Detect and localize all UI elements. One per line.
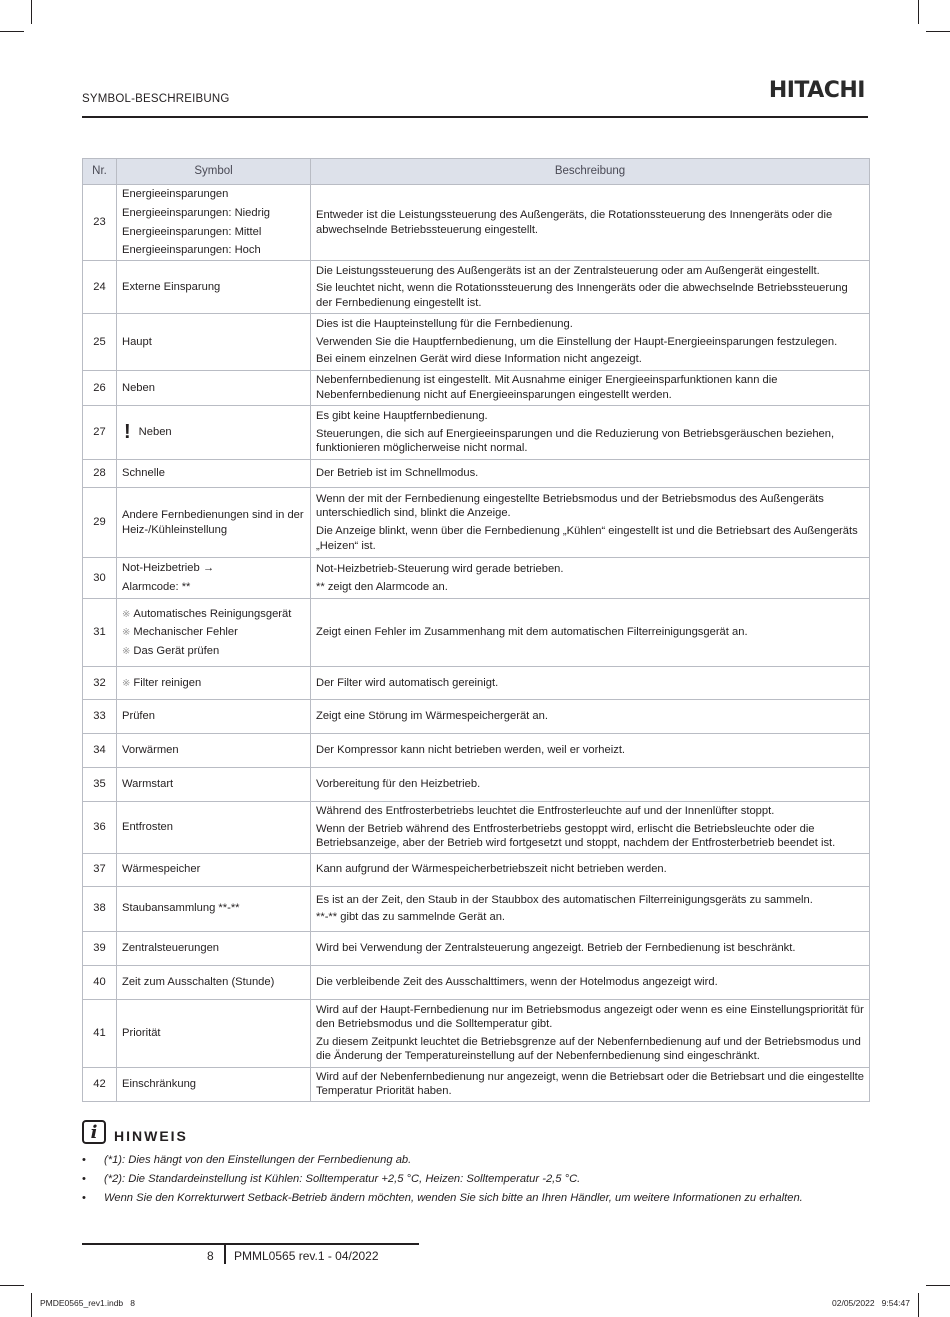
description-text: Kann aufgrund der Wärmespeicherbetriebszeit nicht betrieben werden. — [316, 863, 667, 876]
symbol-text: Mechanischer Fehler — [133, 626, 238, 639]
note-title: HINWEIS — [114, 1128, 188, 1144]
row-number: 26 — [83, 371, 117, 406]
description-text: Entweder ist die Leistungssteuerung des Außengeräts, die Rotationssteuerung des Innengeräts oder die abwechselnde Betriebssteuerung eingestellt. — [316, 208, 833, 236]
crop-mark — [918, 0, 919, 24]
symbol-line — [122, 335, 305, 350]
table-row — [83, 768, 870, 802]
slug-file: PMDE0565_rev1.indb 8 — [40, 1298, 135, 1308]
document-code: PMML0565 rev.1 - 04/2022 — [234, 1249, 379, 1263]
table-row — [83, 371, 870, 406]
symbol-text: Externe Einsparung — [122, 280, 221, 293]
symbol-line — [122, 466, 305, 481]
sparkle-icon: ※ — [122, 608, 131, 620]
crop-mark — [31, 1293, 32, 1317]
note-item: • Wenn Sie den Korrekturwert Setback-Betrieb ändern möchten, wenden Sie sich bitte an Ihren Händler, um weitere Informationen zu erhalten. — [82, 1192, 872, 1204]
row-number: 24 — [83, 261, 117, 314]
description-cell — [311, 802, 870, 854]
crop-mark — [926, 1285, 950, 1286]
row-number: 36 — [83, 802, 117, 854]
symbol-text: Energieeinsparungen — [122, 188, 229, 201]
description-text: Wird auf der Haupt-Fernbedienung nur im Betriebsmodus angezeigt oder wenn es eine Einstellungspriorität für den Betriebsmodus und die Solltemperatur gibt. — [316, 1003, 864, 1031]
table-row — [83, 599, 870, 667]
symbol-line — [122, 644, 305, 659]
symbol-line — [122, 206, 305, 221]
table-row — [83, 406, 870, 460]
row-number: 28 — [83, 460, 117, 488]
symbol-text: Zeit zum Ausschalten (Stunde) — [122, 975, 275, 988]
symbol-text: Not-Heizbetrieb → — [122, 562, 215, 575]
footer-separator — [224, 1245, 226, 1264]
table-row — [83, 667, 870, 700]
symbol-text: Priorität — [122, 1026, 161, 1039]
row-number: 39 — [83, 931, 117, 965]
table-row — [83, 314, 870, 371]
row-number: 29 — [83, 488, 117, 558]
symbol-text: Einschränkung — [122, 1077, 197, 1090]
crop-mark — [926, 31, 950, 32]
description-cell — [311, 853, 870, 886]
description-text: Dies ist die Haupteinstellung für die Fernbedienung. — [316, 318, 573, 331]
symbol-line — [122, 421, 305, 444]
symbol-cell — [117, 599, 311, 667]
symbol-cell — [117, 185, 311, 261]
description-text: Verwenden Sie die Hauptfernbedienung, um die Einstellung der Haupt-Energieeinsparungen festzulegen. — [316, 335, 838, 348]
description-cell — [311, 1067, 870, 1101]
description-cell — [311, 261, 870, 314]
crop-mark — [918, 1293, 919, 1317]
note-item: • (*2): Die Standardeinstellung ist Kühlen: Solltemperatur +2,5 °C, Heizen: Solltemperatur -2,5 °C. — [82, 1173, 872, 1185]
symbol-line — [122, 862, 305, 877]
exclamation-icon: ! — [124, 421, 131, 444]
table-row — [83, 999, 870, 1067]
row-number: 23 — [83, 185, 117, 261]
note-header — [82, 1120, 872, 1144]
row-number: 33 — [83, 700, 117, 734]
description-text: Die Leistungssteuerung des Außengeräts ist an der Zentralsteuerung oder am Außengerät eingestellt. — [316, 264, 820, 277]
symbol-line — [122, 607, 305, 622]
description-cell — [311, 314, 870, 371]
brand-logo: HITACHI — [768, 78, 865, 103]
row-number: 25 — [83, 314, 117, 371]
description-text: Nebenfernbedienung ist eingestellt. Mit Ausnahme einiger Energieeinsparfunktionen kann die Nebenfernbedienung nicht auf Energieeinsparungen eingestellt werden. — [316, 374, 778, 401]
description-text: Die verbleibende Zeit des Ausschalttimers, wenn der Hotelmodus angezeigt wird. — [316, 975, 718, 988]
symbol-line — [122, 508, 305, 537]
description-text: Zeigt einen Fehler im Zusammenhang mit dem automatischen Filterreinigungsgerät an. — [316, 626, 748, 639]
description-cell — [311, 734, 870, 768]
table-row — [83, 886, 870, 931]
note-list — [82, 1154, 872, 1204]
column-header-nr: Nr. — [83, 159, 117, 185]
symbol-line — [122, 743, 305, 758]
sparkle-icon: ※ — [122, 677, 131, 689]
description-text: ** zeigt den Alarmcode an. — [316, 580, 448, 593]
description-text: Steuerungen, die sich auf Energieeinsparungen und die Reduzierung von Betriebsgeräuschen beziehen, funktionieren möglicherweise nicht normal. — [316, 427, 835, 455]
description-text: Während des Entfrosterbetriebs leuchtet die Entfrosterleuchte auf und der Innenlüfter stoppt. — [316, 805, 775, 817]
row-number: 40 — [83, 965, 117, 999]
symbol-cell — [117, 700, 311, 734]
symbol-line — [122, 676, 305, 691]
symbol-cell — [117, 406, 311, 460]
description-cell — [311, 768, 870, 802]
symbol-text: Haupt — [122, 335, 152, 348]
description-cell — [311, 965, 870, 999]
description-cell — [311, 460, 870, 488]
table-header-row — [83, 159, 870, 185]
description-cell — [311, 185, 870, 261]
table-row — [83, 261, 870, 314]
symbol-line — [122, 777, 305, 792]
description-text: Sie leuchtet nicht, wenn die Rotationssteuerung des Innengeräts oder die abwechselnde Betriebssteuerung der Fernbedienung eingestellt ist. — [316, 282, 848, 309]
symbol-line — [122, 187, 305, 202]
table-row — [83, 802, 870, 854]
symbol-text: Staubansammlung **-** — [122, 902, 240, 915]
description-text: Zu diesem Zeitpunkt leuchtet die Betriebsgrenze auf der Nebenfernbedienung auf und der Betriebsmodus und die Änderung der Temperatureinstellung auf der Nebenfernbedienung sind eingeschränkt. — [316, 1035, 861, 1063]
table-row — [83, 734, 870, 768]
description-cell — [311, 558, 870, 599]
row-number: 27 — [83, 406, 117, 460]
row-number: 34 — [83, 734, 117, 768]
description-text: Wird bei Verwendung der Zentralsteuerung angezeigt. Betrieb der Fernbedienung ist beschränkt. — [316, 941, 796, 954]
table-row — [83, 965, 870, 999]
symbol-text: Warmstart — [122, 778, 174, 791]
column-header-description: Beschreibung — [311, 159, 870, 185]
symbol-line — [122, 243, 305, 258]
note-section — [82, 1120, 872, 1211]
symbol-text: Energieeinsparungen: Hoch — [122, 244, 261, 257]
symbol-line — [122, 941, 305, 956]
description-text: Not-Heizbetrieb-Steuerung wird gerade betrieben. — [316, 562, 564, 575]
table-row — [83, 700, 870, 734]
symbol-line — [122, 1026, 305, 1041]
symbol-text: Schnelle — [122, 467, 165, 480]
slug-date: 02/05/2022 9:54:47 — [832, 1298, 910, 1308]
description-text: Der Betrieb ist im Schnellmodus. — [316, 467, 479, 480]
symbol-cell — [117, 261, 311, 314]
note-item: • (*1): Dies hängt von den Einstellungen der Fernbedienung ab. — [82, 1154, 872, 1166]
symbol-line — [122, 580, 305, 595]
symbol-cell — [117, 1067, 311, 1101]
symbol-line — [122, 280, 305, 295]
description-cell — [311, 700, 870, 734]
page-number: 8 — [207, 1249, 214, 1263]
column-header-symbol: Symbol — [117, 159, 311, 185]
symbol-cell — [117, 371, 311, 406]
symbol-text: Zentralsteuerungen — [122, 941, 220, 954]
row-number: 30 — [83, 558, 117, 599]
description-cell — [311, 371, 870, 406]
description-cell — [311, 999, 870, 1067]
table-row — [83, 931, 870, 965]
table-row — [83, 185, 870, 261]
description-text: Vorbereitung für den Heizbetrieb. — [316, 778, 481, 791]
symbol-cell — [117, 558, 311, 599]
description-cell — [311, 488, 870, 558]
symbol-cell — [117, 460, 311, 488]
symbol-cell — [117, 768, 311, 802]
symbol-cell — [117, 667, 311, 700]
symbol-text: Energieeinsparungen: Niedrig — [122, 206, 271, 219]
row-number: 37 — [83, 853, 117, 886]
symbol-line — [122, 975, 305, 990]
symbol-text: Andere Fernbedienungen sind in der Heiz-/Kühleinstellung — [122, 508, 304, 536]
symbol-text: Neben — [138, 426, 172, 439]
symbol-cell — [117, 931, 311, 965]
symbol-text: Energieeinsparungen: Mittel — [122, 225, 262, 238]
symbol-line — [122, 561, 305, 576]
description-text: Bei einem einzelnen Gerät wird diese Information nicht angezeigt. — [316, 353, 642, 366]
row-number: 38 — [83, 886, 117, 931]
symbol-line — [122, 820, 305, 835]
symbol-table — [82, 158, 870, 1102]
footer-divider — [82, 1243, 419, 1245]
symbol-line — [122, 225, 305, 240]
symbol-text: Das Gerät prüfen — [133, 644, 220, 657]
symbol-line — [122, 901, 305, 916]
section-title: SYMBOL-BESCHREIBUNG — [82, 93, 230, 105]
description-cell — [311, 406, 870, 460]
description-text: Zeigt eine Störung im Wärmespeichergerät an. — [316, 710, 548, 723]
symbol-line — [122, 709, 305, 724]
description-cell — [311, 667, 870, 700]
table-row — [83, 558, 870, 599]
table-row — [83, 460, 870, 488]
row-number: 32 — [83, 667, 117, 700]
description-text: **-** gibt das zu sammelnde Gerät an. — [316, 911, 506, 924]
symbol-cell — [117, 853, 311, 886]
symbol-text: Entfrosten — [122, 821, 173, 834]
symbol-line — [122, 1077, 305, 1092]
symbol-cell — [117, 802, 311, 854]
crop-mark — [0, 1285, 24, 1286]
symbol-cell — [117, 314, 311, 371]
table-row — [83, 1067, 870, 1101]
symbol-text: Vorwärmen — [122, 744, 179, 757]
description-text: Wenn der Betrieb während des Entfrosterbetriebs gestoppt wird, erlischt die Betriebsleuchte oder die Betriebsanzeige, aber der Betrieb wird fortgesetzt und stoppt, nachdem der Entfrosterbetrieb beendet ist. — [316, 822, 836, 850]
sparkle-icon: ※ — [122, 645, 131, 657]
table-row — [83, 853, 870, 886]
symbol-cell — [117, 886, 311, 931]
description-cell — [311, 886, 870, 931]
description-text: Wird auf der Nebenfernbedienung nur angezeigt, wenn die Betriebsart oder die Betriebsart und die eingestellte Temperatur Priorität haben. — [316, 1070, 864, 1098]
symbol-line — [122, 625, 305, 640]
symbol-cell — [117, 965, 311, 999]
symbol-text: Alarmcode: ** — [122, 581, 191, 593]
symbol-cell — [117, 734, 311, 768]
sparkle-icon: ※ — [122, 627, 131, 639]
row-number: 41 — [83, 999, 117, 1067]
description-cell — [311, 931, 870, 965]
crop-mark — [31, 0, 32, 24]
info-icon: i — [82, 1120, 106, 1144]
crop-mark — [0, 31, 24, 32]
symbol-cell — [117, 488, 311, 558]
row-number: 35 — [83, 768, 117, 802]
description-text: Es ist an der Zeit, den Staub in der Staubbox des automatischen Filterreinigungsgeräts zu sammeln. — [316, 893, 813, 906]
symbol-text: Wärmespeicher — [122, 863, 201, 876]
header-divider — [82, 116, 868, 118]
row-number: 31 — [83, 599, 117, 667]
row-number: 42 — [83, 1067, 117, 1101]
symbol-text: Automatisches Reinigungsgerät — [133, 607, 292, 620]
symbol-text: Neben — [122, 381, 155, 394]
description-text: Es gibt keine Hauptfernbedienung. — [316, 410, 488, 423]
symbol-text: Prüfen — [122, 710, 155, 723]
description-cell — [311, 599, 870, 667]
symbol-line — [122, 381, 305, 396]
symbol-text: Filter reinigen — [133, 676, 202, 689]
description-text: Wenn der mit der Fernbedienung eingestellte Betriebsmodus und der Betriebsmodus des Außengeräts unterschiedlich sind, blinkt die Anzeige. — [316, 492, 824, 520]
description-text: Der Filter wird automatisch gereinigt. — [316, 676, 499, 689]
symbol-cell — [117, 999, 311, 1067]
description-text: Der Kompressor kann nicht betrieben werden, weil er vorheizt. — [316, 744, 626, 757]
table-row — [83, 488, 870, 558]
description-text: Die Anzeige blinkt, wenn über die Fernbedienung „Kühlen“ eingestellt ist und die Betriebsart des Außengeräts „Heizen“ ist. — [316, 525, 858, 552]
